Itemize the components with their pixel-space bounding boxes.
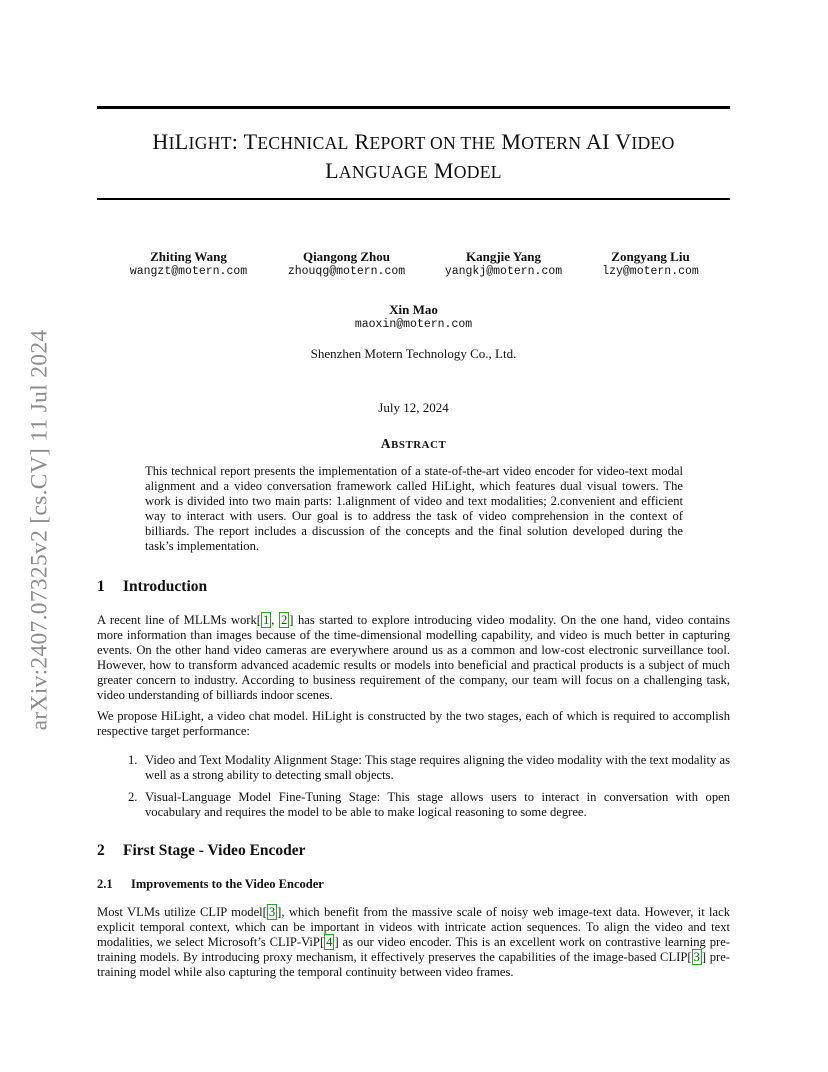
- title-cap: H: [152, 129, 169, 154]
- citation-link[interactable]: 2: [280, 613, 288, 627]
- paragraph-text: A recent line of MLLMs work[: [97, 613, 261, 627]
- arxiv-id: arXiv:2407.07325v2 [cs.CV] 11 Jul 2024: [26, 329, 53, 731]
- section-title: Introduction: [123, 578, 208, 595]
- paper-title: [97, 128, 730, 186]
- title-cap: V: [615, 129, 632, 154]
- paragraph-text: ,: [271, 613, 279, 627]
- author-block: [255, 249, 438, 280]
- subsection-heading: [97, 877, 324, 892]
- section-heading: [97, 842, 306, 860]
- subsection-number: 2.1: [97, 877, 113, 891]
- author-block: [559, 249, 742, 280]
- intro-paragraph-2: We propose HiLight, a video chat model. HiLight is constructed by the two stages, each of which is required to accomplish respective target performance:: [97, 709, 730, 738]
- title-top-rule: [97, 106, 730, 109]
- author-email: zhouqg@motern.com: [287, 265, 406, 278]
- citation-link[interactable]: 3: [268, 905, 276, 919]
- title-cap: T: [243, 129, 258, 154]
- affiliation: Shenzhen Motern Technology Co., Ltd.: [310, 346, 517, 361]
- title-line-2: [97, 157, 730, 186]
- title-line-1: [97, 128, 730, 157]
- section-number: 1: [97, 578, 105, 595]
- section-heading: [97, 578, 207, 596]
- abstract-heading-cap: A: [380, 436, 392, 451]
- title-cap: L: [325, 158, 339, 183]
- title-smallcaps: ECHNICAL: [257, 133, 349, 153]
- paragraph-text: ], which benefit from the massive scale of noisy web image-text data. However, it lack explicit temporal context, which can be important in videos with intricate action sequences. To align the video and text modalities, we select Microsoft’s CLIP-ViP[: [97, 905, 731, 949]
- author-email: lzy@motern.com: [602, 265, 699, 278]
- title-cap: L: [174, 129, 189, 154]
- list-item-number: 1.: [128, 753, 138, 767]
- title-cap: M: [433, 158, 454, 183]
- citation-link[interactable]: 1: [262, 613, 270, 627]
- abstract-heading-rest: BSTRACT: [391, 439, 447, 451]
- list-item-text: Visual-Language Model Fine-Tuning Stage: This stage allows users to interact in conversation with open vocabulary and requires the model to be able to make logical reasoning to some degree.: [145, 790, 730, 819]
- author-name: Xin Mao: [389, 302, 438, 317]
- title-cap: M: [501, 129, 522, 154]
- abstract-heading: [97, 436, 730, 452]
- title-smallcaps: IGHT: [188, 133, 232, 153]
- date: July 12, 2024: [378, 400, 449, 415]
- author-email: maoxin@motern.com: [354, 318, 473, 331]
- citation-link[interactable]: 4: [326, 935, 333, 949]
- list-item-text: Video and Text Modality Alignment Stage: This stage requires aligning the video modality with the text modality as well as a strong ability to detecting small objects.: [145, 753, 730, 782]
- title-bottom-rule: [97, 198, 730, 200]
- arxiv-stamp: [22, 295, 58, 765]
- paragraph-text: ] as our video encoder. This is an excellent work on contrastive learning pre-training models. By introducing proxy mechanism, it effectively preserves the capabilities of the image-based CLIP[: [97, 935, 730, 964]
- video-encoder-paragraph: [97, 905, 730, 980]
- paragraph-text: ] pre-training model while also capturing the temporal continuity between video frames.: [97, 950, 730, 979]
- author-email: wangzt@motern.com: [129, 265, 248, 278]
- paragraph-text: Most VLMs utilize CLIP model[: [97, 905, 267, 919]
- title-smallcaps: EPORT ON THE: [369, 133, 496, 153]
- author-block: [97, 249, 280, 280]
- author-email: yangkj@motern.com: [444, 265, 563, 278]
- title-smallcaps: ANGUAGE: [338, 162, 429, 182]
- title-cap: R: [354, 129, 370, 154]
- title-smallcaps: I: [168, 133, 175, 153]
- paragraph-text: ] has started to explore introducing video modality. On the one hand, video contains more information than images because of the time-dimensional modelling capability, and video is much better in capturing events. On the other hand video cameras are everywhere around us as a common and low-cost electronic surveillance tool. However, how to transform advanced academic results or models into beneficial and practical products is a subject of much greater concern to industry. According to business requirement of the company, our team will focus on a challenging task, video understanding of billiards indoor scenes.: [97, 613, 730, 702]
- title-text: :: [231, 129, 244, 154]
- title-cap: AI: [585, 129, 610, 154]
- author-name: Kangjie Yang: [466, 249, 541, 264]
- section-title: First Stage - Video Encoder: [123, 842, 306, 859]
- author-name: Zhiting Wang: [150, 249, 227, 264]
- abstract-text: This technical report presents the implementation of a state-of-the-art video encoder for video-text modal alignment and a video conversation framework called HiLight, which features dual visual towers. The work is divided into two main parts: 1.alignment of video and text modalities; 2.convenient and efficient way to interact with users. Our goal is to address the task of video comprehension in the context of billiards. The report includes a discussion of the concepts and the final solution developed during the task’s implementation.: [145, 464, 683, 553]
- title-smallcaps: OTERN: [521, 133, 582, 153]
- intro-paragraph-1: [97, 613, 730, 703]
- author-name: Zongyang Liu: [611, 249, 690, 264]
- author-block: [97, 302, 730, 333]
- citation-link[interactable]: 3: [693, 950, 700, 964]
- author-name: Qiangong Zhou: [302, 249, 391, 264]
- title-smallcaps: ODEL: [453, 162, 502, 182]
- title-smallcaps: IDEO: [631, 133, 675, 153]
- section-number: 2: [97, 842, 105, 859]
- list-item-number: 2.: [128, 790, 138, 804]
- subsection-title: Improvements to the Video Encoder: [131, 877, 324, 891]
